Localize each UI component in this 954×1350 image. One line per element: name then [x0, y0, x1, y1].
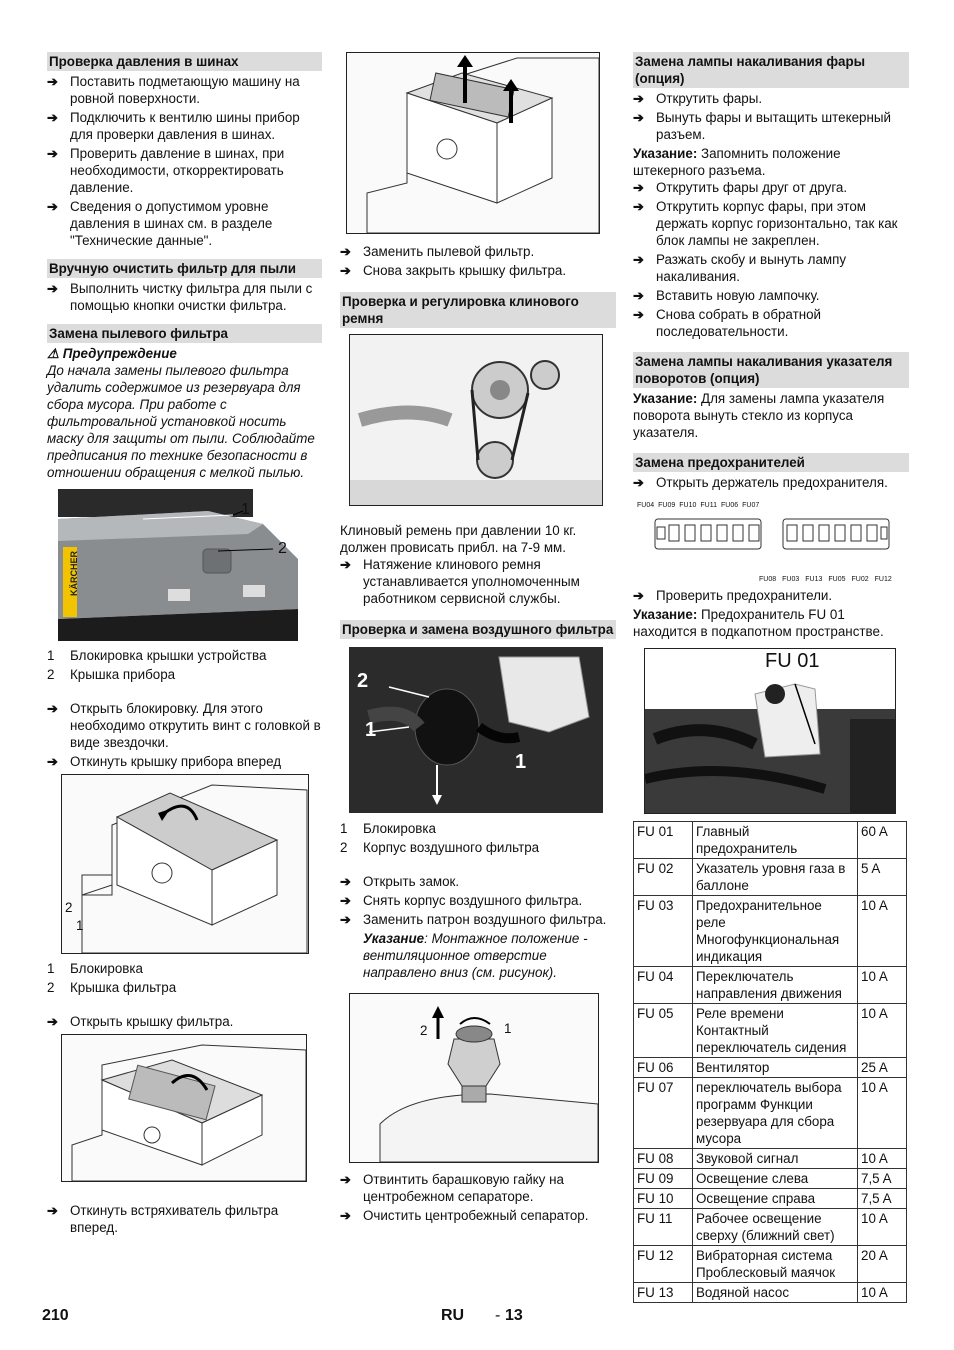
table-cell: FU 11 — [634, 1209, 693, 1246]
table-cell: 7,5 A — [858, 1169, 907, 1189]
page-sep: - — [495, 1307, 501, 1324]
arrow-icon: ➔ — [47, 74, 58, 89]
section-title: Проверка давления в шинах — [47, 52, 322, 71]
table-cell: FU 05 — [634, 1004, 693, 1058]
note: Указание: Монтажное положение - вентиляционное отверстие направлено вниз (см. рисунок). — [363, 931, 588, 980]
table-cell: FU 10 — [634, 1189, 693, 1209]
arrow-icon: ➔ — [340, 244, 351, 259]
arrow-icon: ➔ — [633, 110, 644, 125]
table-cell: 10 A — [858, 1209, 907, 1246]
arrow-icon: ➔ — [47, 199, 58, 214]
arrow-icon: ➔ — [633, 288, 644, 303]
arrow-icon: ➔ — [633, 307, 644, 322]
page-number: 210 — [42, 1307, 69, 1324]
table-cell: 7,5 A — [858, 1189, 907, 1209]
table-cell: 10 A — [858, 1078, 907, 1149]
bullet: ➔ Откинуть встряхиватель фильтра вперед. — [47, 1203, 279, 1235]
table-row — [634, 1169, 907, 1189]
arrow-icon: ➔ — [340, 912, 351, 927]
fuse-table — [633, 821, 907, 1303]
table-cell: Предохранительное реле Многофункциональная индикация — [693, 896, 858, 967]
arrow-icon: ➔ — [47, 146, 58, 161]
warning-text: До начала замены пылевого фильтра удалить содержимое из резервуара для сбора мусора. При работе с фильтровальной установкой носить маску для защиты от пыли. Соблюдайте предписания по технике безопасности в отношении обращения с мелкой пылью. — [47, 363, 315, 480]
table-cell: 10 A — [858, 1149, 907, 1169]
arrow-icon: ➔ — [633, 199, 644, 214]
language-code: RU — [441, 1307, 465, 1324]
note: Указание: Для замены лампа указателя поворота вынуть стекло из корпуса указателя. — [633, 391, 885, 440]
paragraph: Клиновый ремень при давлении 10 кг. должен провисать прибл. на 7-9 мм. — [340, 523, 577, 555]
bullet: ➔ Открутить корпус фары, при этом держать корпус горизонтально, так как блок лампы не закреплен. — [633, 199, 898, 248]
table-cell: FU 01 — [634, 822, 693, 859]
table-row — [634, 1078, 907, 1149]
table-cell: 10 A — [858, 1283, 907, 1303]
dust-filter-image — [346, 52, 600, 234]
bullet: ➔ Открыть блокировку. Для этого необходимо открутить винт с головкой в виде звездочки. — [47, 701, 321, 750]
table-cell: 20 A — [858, 1246, 907, 1283]
table-row — [634, 967, 907, 1004]
table-cell: Главный предохранитель — [693, 822, 858, 859]
bullet: ➔ Заменить патрон воздушного фильтра. — [340, 912, 607, 927]
callout-number: 1 — [76, 918, 84, 933]
table-cell: Освещение слева — [693, 1169, 858, 1189]
table-cell: Вибраторная система Проблесковый маячок — [693, 1246, 858, 1283]
arrow-icon: ➔ — [47, 1014, 58, 1029]
table-cell: Рабочее освещение сверху (ближний свет) — [693, 1209, 858, 1246]
table-row — [634, 1246, 907, 1283]
table-cell: FU 04 — [634, 967, 693, 1004]
callout-number: 2 — [278, 540, 287, 557]
table-cell: FU 03 — [634, 896, 693, 967]
table-cell: 60 A — [858, 822, 907, 859]
bullet: ➔ Очистить центробежный сепаратор. — [340, 1208, 589, 1223]
arrow-icon: ➔ — [633, 475, 644, 490]
table-row — [634, 859, 907, 896]
arrow-icon: ➔ — [633, 180, 644, 195]
arrow-icon: ➔ — [340, 1172, 351, 1187]
table-row — [634, 1209, 907, 1246]
filter-cover-image — [61, 774, 309, 954]
bullet: ➔ Откинуть крышку прибора вперед — [47, 754, 282, 769]
table-cell: Указатель уровня газа в баллоне — [693, 859, 858, 896]
table-cell: FU 08 — [634, 1149, 693, 1169]
table-cell: Водяной насос — [693, 1283, 858, 1303]
table-row — [634, 1004, 907, 1058]
sub-page-number: 13 — [505, 1307, 523, 1324]
bullet: ➔ Подключить к вентилю шины прибор для проверки давления в шинах. — [47, 110, 300, 142]
section-title: Замена предохранителей — [633, 453, 909, 472]
table-cell: 5 A — [858, 859, 907, 896]
note: Указание: Запомнить положение штекерного разъема. — [633, 146, 841, 178]
warning-heading: ⚠ Предупреждение — [47, 346, 177, 361]
bullet: ➔ Выполнить чистку фильтра для пыли с помощью кнопки очистки фильтра. — [47, 281, 313, 313]
table-cell: Переключатель направления движения — [693, 967, 858, 1004]
table-cell: Звуковой сигнал — [693, 1149, 858, 1169]
photo-label: FU 01 — [765, 650, 820, 672]
legend-item: 2 Крышка фильтра — [47, 980, 177, 995]
callout-number: 2 — [357, 670, 369, 692]
callout-number: 2 — [420, 1023, 428, 1038]
table-row — [634, 896, 907, 967]
section-title: Проверка и регулировка клинового ремня — [340, 292, 616, 328]
table-cell: FU 13 — [634, 1283, 693, 1303]
table-cell: Освещение справа — [693, 1189, 858, 1209]
callout-number: 1 — [504, 1021, 512, 1036]
bullet: ➔ Открыть замок. — [340, 874, 460, 889]
callout-number: 1 — [515, 751, 527, 773]
bullet: ➔ Открыть держатель предохранителя. — [633, 475, 888, 490]
legend-item: 1 Блокировка — [340, 821, 436, 836]
bullet: ➔ Снова собрать в обратной последовательности. — [633, 307, 822, 339]
arrow-icon: ➔ — [340, 874, 351, 889]
arrow-icon: ➔ — [47, 1203, 58, 1218]
section-title: Замена лампы накаливания фары (опция) — [633, 52, 909, 88]
bullet: ➔ Снять корпус воздушного фильтра. — [340, 893, 583, 908]
bullet: ➔ Вынуть фары и вытащить штекерный разъем. — [633, 110, 892, 142]
fuse-holder-diagram — [633, 495, 903, 583]
table-cell: FU 02 — [634, 859, 693, 896]
bullet: ➔ Заменить пылевой фильтр. — [340, 244, 535, 259]
section-title: Замена лампы накаливания указателя поворотов (опция) — [633, 352, 909, 388]
callout-number: 2 — [65, 900, 73, 915]
column-3 — [633, 52, 909, 1303]
note: Указание: Предохранитель FU 01 находится в подкапотном пространстве. — [633, 607, 884, 639]
bullet: ➔ Вставить новую лампочку. — [633, 288, 820, 303]
arrow-icon: ➔ — [47, 701, 58, 716]
table-cell: переключатель выбора программ Функции резервуара для сбора мусора — [693, 1078, 858, 1149]
arrow-icon: ➔ — [633, 588, 644, 603]
bullet: ➔ Отвинтить барашковую гайку на центробежном сепараторе. — [340, 1172, 564, 1204]
table-cell: 10 A — [858, 967, 907, 1004]
table-cell: FU 07 — [634, 1078, 693, 1149]
bullet: ➔ Открыть крышку фильтра. — [47, 1014, 234, 1029]
section-title: Вручную очистить фильтр для пыли — [47, 259, 322, 278]
table-cell: 10 A — [858, 896, 907, 967]
column-2 — [340, 52, 616, 1226]
table-cell: 25 A — [858, 1058, 907, 1078]
fuse-labels-top: FU04 FU09 FU10 FU11 FU06 FU07 — [637, 502, 760, 509]
table-row — [634, 1283, 907, 1303]
bullet: ➔ Поставить подметающую машину на ровной поверхности. — [47, 74, 300, 106]
table-cell: Реле времени Контактный переключатель сидения — [693, 1004, 858, 1058]
warning-icon: ⚠ — [47, 346, 60, 361]
brand-label: KÄRCHER — [69, 551, 79, 596]
bullet: ➔ Открутить фары. — [633, 91, 763, 106]
separator-image — [349, 993, 599, 1163]
table-cell: FU 06 — [634, 1058, 693, 1078]
table-cell: 10 A — [858, 1004, 907, 1058]
arrow-icon: ➔ — [633, 91, 644, 106]
section-title: Замена пылевого фильтра — [47, 324, 322, 343]
table-row — [634, 1189, 907, 1209]
legend-item: 2 Корпус воздушного фильтра — [340, 840, 540, 855]
bullet: ➔ Проверить давление в шинах, при необходимости, откорректировать давление. — [47, 146, 285, 195]
callout-number: 1 — [241, 501, 250, 518]
fuse-labels-bottom: FU08 FU03 FU13 FU05 FU02 FU12 — [759, 576, 892, 583]
table-cell: Вентилятор — [693, 1058, 858, 1078]
arrow-icon: ➔ — [47, 110, 58, 125]
arrow-icon: ➔ — [340, 1208, 351, 1223]
filter-shaker-image — [61, 1034, 307, 1182]
bullet: ➔ Разжать скобу и вынуть лампу накаливания. — [633, 252, 847, 284]
machine-cover-image — [58, 489, 320, 641]
callout-number: 1 — [365, 719, 377, 741]
arrow-icon: ➔ — [340, 893, 351, 908]
legend-item: 1 Блокировка — [47, 961, 143, 976]
arrow-icon: ➔ — [47, 281, 58, 296]
table-row — [634, 822, 907, 859]
bullet: ➔ Сведения о допустимом уровне давления в шинах см. в разделе "Технические данные". — [47, 199, 273, 248]
arrow-icon: ➔ — [340, 557, 351, 572]
legend-item: 2 Крышка прибора — [47, 667, 176, 682]
bullet: ➔ Натяжение клинового ремня устанавливается уполномоченным работником сервисной службы. — [340, 557, 580, 606]
arrow-icon: ➔ — [47, 754, 58, 769]
arrow-icon: ➔ — [633, 252, 644, 267]
v-belt-image — [349, 334, 603, 506]
table-row — [634, 1058, 907, 1078]
column-1 — [47, 52, 322, 1238]
arrow-icon: ➔ — [340, 263, 351, 278]
table-cell: FU 09 — [634, 1169, 693, 1189]
bullet: ➔ Проверить предохранители. — [633, 588, 833, 603]
legend-item: 1 Блокировка крышки устройства — [47, 648, 267, 663]
bullet: ➔ Снова закрыть крышку фильтра. — [340, 263, 567, 278]
fu01-location-image — [644, 648, 896, 814]
air-filter-image — [349, 647, 603, 813]
bullet: ➔ Открутить фары друг от друга. — [633, 180, 848, 195]
table-cell: FU 12 — [634, 1246, 693, 1283]
table-row — [634, 1149, 907, 1169]
section-title: Проверка и замена воздушного фильтра — [340, 620, 616, 639]
